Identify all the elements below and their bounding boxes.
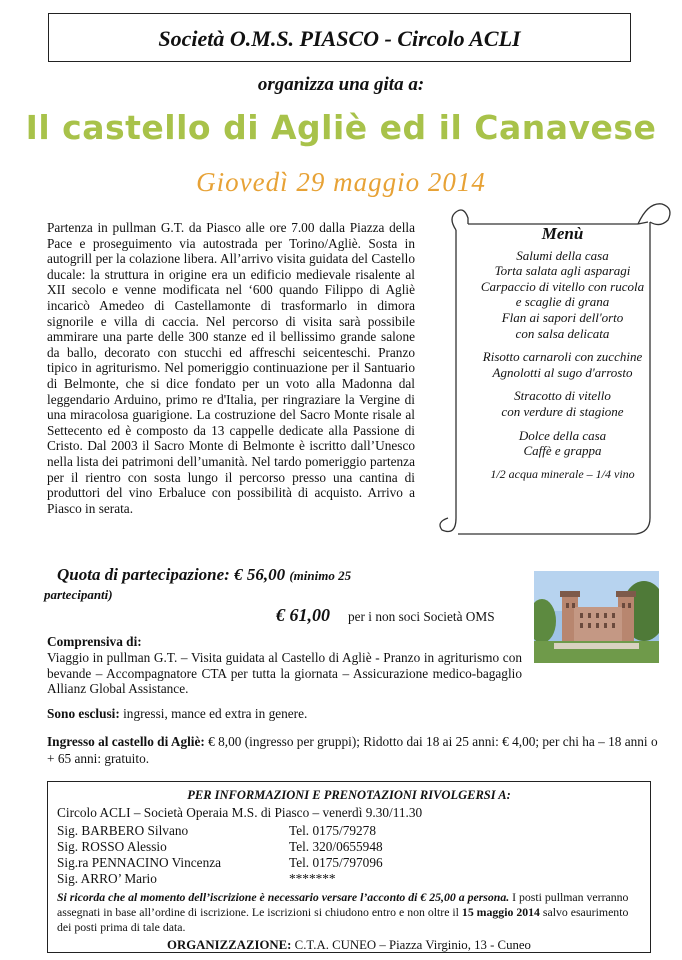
menu-group-antipasti	[460, 248, 665, 342]
menu-item: Torta salata agli asparagi	[494, 263, 631, 279]
menu-item: Agnolotti al sugo d'arrosto	[492, 364, 633, 380]
org-text: C.T.A. CUNEO – Piazza Virginio, 13 - Cuneo	[291, 938, 531, 952]
contact-tel: Tel. 320/0655948	[289, 839, 383, 854]
subtitle: organizza una gita a:	[257, 74, 425, 95]
castle-photo	[534, 571, 659, 663]
menu-group-bevande	[460, 467, 665, 483]
menu-item: Flan ai sapori dell'orto	[501, 309, 624, 325]
contact-tel: *******	[289, 871, 336, 886]
quota-note-continued: partecipanti)	[44, 587, 113, 602]
info-box	[47, 781, 651, 953]
menu-item: Caffè e grappa	[523, 443, 602, 459]
info-note-plain: I posti pullman verranno assegnati in base all’ordine di iscrizione. Le iscrizioni si chiudono entro e non oltre il	[57, 890, 629, 919]
contact-tel: Tel. 0175/797096	[289, 855, 383, 870]
info-note-end: salvo esaurimento dei posti prima di tale data.	[57, 905, 629, 934]
ingresso-line	[47, 733, 667, 767]
contact-name: Sig. BARBERO Silvano	[57, 823, 189, 838]
quota-line	[57, 565, 351, 585]
menu-item: Dolce della casa	[518, 427, 607, 443]
contact-name: Sig. ARRO’ Mario	[57, 871, 157, 886]
comprensiva-text: Viaggio in pullman G.T. – Visita guidata al Castello di Agliè - Pranzo in agriturismo con bevande – Accompagnatore CTA per tutta la giornata – Assicurazione medico-bagaglio Allianz Global Assistance.	[47, 650, 522, 697]
trip-description: Partenza in pullman G.T. da Piasco alle ore 7.00 dalla Piazza della Pace e proseguimento via autostrada per Torino/Agliè. Sosta in autogrill per la colazione libera. All’arrivo visita guidata del Castello ducale: la struttura in origine era un edificio medievale risalente al XII secolo e venne modificata nel ‘600 quando Filippo di Agliè incaricò Amedeo di Castellamonte di trasformarlo in dimora signorile e villa di caccia. Nel percorso di visita sarà possibile ammirare una parte delle 300 stanze ed il bellissimo grande salone da ballo, decorato con stucchi ed affreschi seicenteschi. Pranzo tipico in agriturismo. Nel pomeriggio continuazione per il Santuario di Belmonte, che si dice fondato per un voto alla Madonna dal leggendario Arduino, primo re d'Italia, per ringraziare la Vergine di una miracolosa guarigione. La costruzione del Sacro Monte risale al Settecento ed è composto da 13 cappelle dedicate alla Passione di Cristo. Dal 2003 il Sacro Monte di Belmonte è iscritto dall’Unesco nella lista dei patrimoni dell’umanità. Nel tardo pomeriggio partenza per il rientro con sosta lungo il percorso presso una cantina di produttori del vino Erbaluce con possibilità di acquisto. Arrivo a Piasco in serata.	[47, 220, 415, 516]
menu-scroll	[438, 200, 678, 540]
contact-tel: Tel. 0175/79278	[289, 823, 376, 838]
price-non-members: € 61,00	[276, 605, 330, 625]
header-box	[48, 13, 631, 62]
price-non-members-note: per i non soci Società OMS	[348, 609, 495, 624]
menu-item: con verdure di stagione	[501, 403, 624, 419]
menu-content	[460, 226, 665, 490]
menu-item: e scaglie di grana	[515, 294, 610, 310]
menu-item: Risotto carnaroli con zucchine	[482, 349, 643, 365]
header-title: Società O.M.S. PIASCO - Circolo ACLI	[158, 26, 521, 51]
quota-label: Quota di partecipazione: € 56,00	[57, 565, 286, 584]
trip-date: Giovedì 29 maggio 2014	[196, 167, 486, 197]
ingresso-text: € 8,00 (ingresso per gruppi); Ridotto dai 18 ai 25 anni: € 4,00; per chi ha – 18 anni o + 65 anni: gratuito.	[47, 734, 658, 766]
menu-item: 1/2 acqua minerale – 1/4 vino	[490, 466, 635, 481]
organizzazione-line	[48, 938, 650, 953]
contact-name: Sig.ra PENNACINO Vincenza	[57, 855, 222, 870]
comprensiva-label: Comprensiva di:	[47, 634, 142, 649]
main-title: Il castello di Agliè ed il Canavese	[25, 108, 657, 147]
quota-note: (minimo 25	[289, 568, 352, 583]
info-note	[57, 890, 645, 935]
esclusi-text: ingressi, mance ed extra in genere.	[119, 706, 308, 721]
menu-group-dolci	[460, 428, 665, 459]
menu-group-secondi	[460, 388, 665, 419]
menu-item: Salumi della casa	[516, 247, 609, 263]
esclusi-line	[47, 706, 307, 722]
org-label: ORGANIZZAZIONE:	[167, 938, 292, 952]
info-note-bold: Si ricorda che al momento dell’iscrizione è necessario versare l’acconto di € 25,00 a persona.	[57, 890, 510, 904]
menu-title: Menù	[541, 224, 584, 243]
menu-group-primi	[460, 349, 665, 380]
ingresso-label: Ingresso al castello di Agliè:	[47, 734, 205, 749]
menu-item: Stracotto di vitello	[514, 388, 611, 404]
info-note-date: 15 maggio 2014	[461, 905, 540, 919]
menu-item: Carpaccio di vitello con rucola	[480, 278, 645, 294]
info-heading: PER INFORMAZIONI E PRENOTAZIONI RIVOLGERSI A:	[187, 788, 511, 802]
esclusi-label: Sono esclusi:	[47, 706, 120, 721]
menu-item: con salsa delicata	[515, 325, 610, 341]
info-circolo: Circolo ACLI – Società Operaia M.S. di Piasco – venerdì 9.30/11.30	[57, 805, 423, 820]
contact-name: Sig. ROSSO Alessio	[57, 839, 167, 854]
